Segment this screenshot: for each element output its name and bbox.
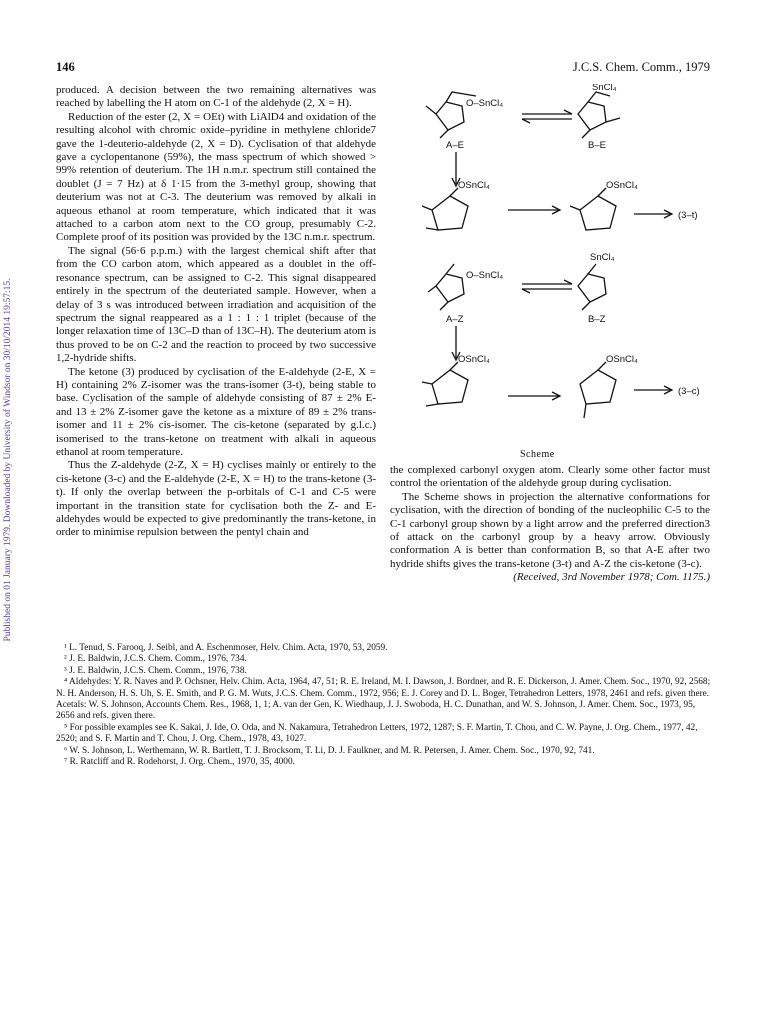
label-product-c: (3–c) — [678, 386, 700, 397]
reference-3: ³ J. E. Baldwin, J.C.S. Chem. Comm., 1976, 738. — [64, 665, 247, 676]
reference-1: ¹ L. Tenud, S. Farooq, J. Seibl, and A. Eschenmoser, Helv. Chim. Acta, 1970, 53, 2059. — [64, 643, 388, 653]
label-a-e: A–E — [446, 140, 464, 151]
paragraph-5: Thus the Z-aldehyde (2-Z, X = H) cyclises mainly or entirely to the cis-ketone (3-c) and the E-aldehyde (2-E, X = H) to the trans-ketone (3-t). If only the overlap between the p-orbitals of C-1 and C-5 were important in the transition state for cyclisation both the Z- and E-aldehydes would be expected to give predominantly the trans-ketone, in order to minimise repulsion between the pentyl chain and — [56, 459, 376, 539]
label-complex-a-z: O–SnCl₄ — [466, 270, 504, 281]
scheme-caption: Scheme — [520, 449, 555, 460]
label-complex-a-e: O–SnCl₄ — [466, 98, 504, 109]
label-osncl-2: OSnCl₄ — [606, 180, 638, 191]
page-number: 146 — [56, 60, 75, 74]
paragraph-4: The ketone (3) produced by cyclisation of the E-aldehyde (2-E, X = H) containing 2% Z-isomer was the trans-isomer (3-t), being stable to base. Cyclisation of the sample of aldehyde consisting of 87 ± 2% E- and 13 ± 2% Z-isomer gave the ketone as a mixture of 89 ± 2% trans-isomer and 11 ± 2% cis-isomer. The cis-ketone (separated by g.l.c.) isomerised to the trans-ketone on treatment with alkali in aqueous ethanol at room temperature. — [56, 365, 376, 458]
paragraph-2: Reduction of the ester (2, X = OEt) with LiAlD4 and oxidation of the resulting alcohol with chromic oxide–pyridine in methylene chloride7 gave the 1-deuterio-aldehyde (2, X = D). Cyclisation of that aldehyde gave a cyclopentanone (59%), the mass spectrum of which showed > 99% retention of deuterium. The 1H n.m.r. spectrum still contained the doublet (J = 7 Hz) at δ 1·15 from the 3-methyl group, showing that deuterium was not at C-3. The deuterium was removed by alkali in aqueous ethanol at room temperature, which indicated that it was attached to a carbon atom next to the CO group, presumably C-2. Complete proof of its position was provided by the 13C n.m.r. spectrum. — [56, 110, 376, 244]
references — [56, 643, 712, 768]
label-lewis-b-e: SnCl₄ — [592, 84, 617, 93]
download-notice-text: Published on 01 January 1979. Downloaded by University of Windsor on 30/10/2014 19:57:15. — [3, 278, 13, 642]
structure-b-e — [578, 92, 620, 138]
journal-header: J.C.S. Chem. Comm., 1979 — [572, 60, 710, 74]
paragraph-1: produced. A decision between the two remaining alternatives was reached by labelling the H atom on C-1 of the aldehyde (2, X = H). — [56, 84, 376, 110]
equilibrium-arrows-mid — [522, 280, 572, 293]
label-a-z: A–Z — [446, 314, 464, 325]
reaction-scheme — [392, 84, 722, 446]
structure-b-z — [578, 264, 606, 310]
reference-6: ⁶ W. S. Johnson, L. Werthemann, W. R. Bartlett, T. J. Brocksom, T. Li, D. J. Faulkner, and M. R. Petersen, J. Amer. Chem. Soc., 1970, 92, 741. — [64, 745, 595, 756]
cation-structure-4 — [580, 362, 616, 418]
right-column — [390, 464, 710, 585]
paragraph-3: The signal (56·6 p.p.m.) with the largest chemical shift after that from the CO carbon atom, which appeared as a doublet in the off-resonance spectrum, can be assigned to C-2. This signal disappeared entirely in the spectrum of the deuteriated sample. However, when a delay of 3 s was introduced between irradiation and acquisition of the spectrum the signal reappeared as a 1 : 1 : 1 triplet (because of the longer relaxation time of 13C–D than of 13C–H). The deuterium atom is thus proved to be on C-2 and the reaction to proceed by two successive 1,2-hydride shifts. — [56, 244, 376, 365]
reference-4: ⁴ Aldehydes: Y. R. Naves and P. Ochsner, Helv. Chim. Acta, 1964, 47, 51; R. E. Ireland, M. I. Dawson, J. Bordner, and R. E. Dickerson, J. Amer. Chem. Soc., 1970, 92, 2568; N. H. Anderson, H. S. Uh, S. E. Smith, and P. G. M. Wuts, J.C.S. Chem. Comm., 1972, 956; E. J. Corey and D. L. Boger, Tetrahedron Letters, 1978, 2461 and refs. given there. Acetals: W. S. Johnson, Accounts Chem. Res., 1968, 1, 1; A. van der Gen, K. Wiedhaup, J. J. Swoboda, H. C. Dunathan, and W. S. Johnson, J. Amer. Chem. Soc., 1973, 95, 2656 and refs. given there. — [56, 677, 711, 722]
label-osncl-1: OSnCl₄ — [458, 180, 490, 191]
reference-2: ² J. E. Baldwin, J.C.S. Chem. Comm., 1976, 734. — [64, 654, 247, 665]
right-paragraph-1: the complexed carbonyl oxygen atom. Clearly some other factor must control the orientation of the aldehyde group during cyclisation. — [390, 464, 710, 490]
cation-structure-3 — [422, 362, 468, 406]
label-product-t: (3–t) — [678, 210, 698, 221]
cation-structure-2 — [570, 188, 616, 230]
equilibrium-arrows-top — [522, 110, 572, 123]
received-date: (Received, 3rd November 1978; Com. 1175.) — [513, 571, 710, 584]
label-osncl-4: OSnCl₄ — [606, 354, 638, 365]
label-osncl-3: OSnCl₄ — [458, 354, 490, 365]
download-notice — [0, 200, 16, 720]
cation-structure-1 — [422, 188, 468, 230]
label-b-z: B–Z — [588, 314, 606, 325]
right-paragraph-2: The Scheme shows in projection the alternative conformations for cyclisation, with the direction of bonding of the nucleophilic C-5 to the C-1 carbonyl group shown by a light arrow and the preferred direction3 of attack on the carbonyl group by a heavy arrow. Obviously conformation A is better than conformation B, so that A-E after two hydride shifts gives the trans-ketone (3-t) and A-Z the cis-ketone (3-c). — [390, 490, 710, 570]
reference-5: ⁵ For possible examples see K. Sakai, J. Ide, O. Oda, and N. Nakamura, Tetrahedron Letters, 1972, 1287; S. F. Martin, T. Chou, and C. W. Payne, J. Org. Chem., 1977, 42, 2520; and S. F. Martin and T. Chou, J. Org. Chem., 1978, 43, 1027. — [56, 722, 698, 745]
label-lewis-b-z: SnCl₄ — [590, 252, 615, 263]
label-b-e: B–E — [588, 140, 606, 151]
left-column — [56, 84, 376, 540]
reference-7: ⁷ R. Ratcliff and R. Rodehorst, J. Org. Chem., 1970, 35, 4000. — [64, 757, 295, 768]
structure-a-z — [428, 264, 464, 310]
